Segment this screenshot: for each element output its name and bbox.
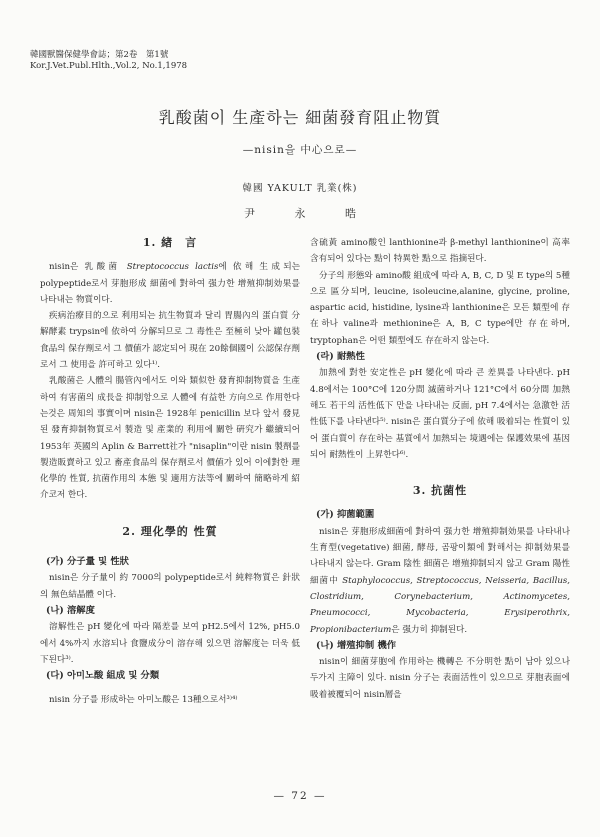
paragraph: 加熱에 對한 安定性은 pH 變化에 따라 큰 差異를 나타낸다. pH 4.8에서는 100°C에 120分間 滅菌하거나 121°C에서 60分間 加熱해도 若干의 活性低下 만을 나타내는 反面, pH 7.4에서는 急激한 活性低下를 나타낸다⁵⁾. nisin은 蛋白質分子에 依해 吸着되는 性質이 있어 蛋白質이 存在하는 基質에서 加熱되는 境遇에는 保護效果에 基因되어 耐熱性이 上昇한다⁶⁾. — [310, 368, 570, 460]
subsection-heading: (나) 增殖抑制 機作 — [316, 639, 397, 651]
left-column — [40, 235, 300, 709]
subsection-heading: (다) 아미노酸 組成 및 分類 — [46, 670, 160, 682]
author-affiliation: 韓國 YAKULT 乳業(株) — [242, 183, 358, 194]
section-heading-antibacterial: 3. 抗菌性 — [412, 484, 468, 498]
paragraph: nisin은 分子量이 約 7000의 polypeptide로서 純粹物質은 針狀의 無色結晶體 이다. — [40, 573, 300, 600]
author-name: 尹 永 晧 — [244, 207, 356, 220]
article-subtitle: —nisin을 中心으로— — [242, 144, 358, 156]
paragraph: 疾病治療目的으로 利用되는 抗生物質과 달리 胃腸內의 蛋白質 分解酵素 trypsin에 依하여 分解되므로 그 毒性은 至極히 낮아 罐包裝食品의 保存劑로서 그 價値가 認定되어 現在 20餘個國이 公認保存劑로서 그 使用을 許可하고 있다¹⁾. — [40, 311, 300, 371]
paragraph: 分子의 形態와 amino酸 組成에 따라 A, B, C, D 및 E type의 5種으로 區分되며, leucine, isoleucine,alanine, glycine, proline, aspartic acid, histidine, lysine과 lanthionine은 모든 類型에 存在하나 valine과 methionine은 A, B, C type에만 存在하며, tryptophan은 어떤 類型에도 存在하지 않는다. — [310, 270, 570, 346]
paragraph: nisin이 細菌芽胞에 作用하는 機轉은 不分明한 點이 남아 있으나 두가지 主障이 있다. nisin 分子는 表面活性이 있으므로 芽胞表面에 吸着被覆되어 nisin層을 — [310, 657, 570, 700]
subsection-heading: (가) 抑菌範圍 — [316, 509, 375, 521]
paragraph: nisin은 乳酸菌 Streptococcus lactis에 依해 生成되는 polypeptide로서 芽胞形成 細菌에 對하여 强力한 增殖抑制効果를 나타내는 物質이다. — [40, 262, 301, 305]
subsection-heading: (라) 耐熱性 — [316, 351, 365, 363]
paragraph: 含硫黃 amino酸인 lanthionine과 β-methyl lanthionine이 高率含有되어 있다는 點이 特異한 點으로 指摘된다. — [310, 238, 570, 265]
journal-header — [30, 50, 187, 72]
section-heading-introduction: 1. 緖 言 — [142, 236, 198, 249]
journal-name-korean: 韓國獸醫保健學會誌；第2卷 第1號 — [30, 50, 169, 60]
paragraph: nisin은 芽胞形成細菌에 對하여 强力한 增殖抑制効果를 나타내나 生育型(vegetative) 細菌, 酵母, 곰팡이類에 對해서는 抑制効果를 나타내지 않는다. Gram 陰性 細菌은 增殖抑制되지 않고 Gram 陽性 細菌中 Staphylococcus, Streptococcus, Neisseria, Bacillus, Clostridium, Corynebacterium, Actinomycetes, Pneumococci, Mycobacteria, Erysiperothrix, Propionibacterium은 强力히 抑制된다. — [310, 526, 570, 635]
article-title: 乳酸菌이 生產하는 細菌發育阻止物質 — [158, 108, 442, 127]
paragraph: nisin 分子를 形成하는 아미노酸은 13種으로서³⁾⁴⁾ — [49, 695, 238, 706]
paragraph: 溶解性은 pH 變化에 따라 隔差를 보여 pH2.5에서 12%, pH5.0에서 4%까지 水溶되나 食鹽成分이 溶存해 있으면 溶解度는 더욱 低下된다³⁾. — [40, 622, 300, 665]
journal-citation: Kor.J.Vet.Publ.Hlth.,Vol.2, No.1,1978 — [30, 61, 188, 71]
subsection-heading: (나) 溶解度 — [46, 604, 95, 616]
paragraph: 乳酸菌은 人體의 腸管內에서도 이와 類似한 發育抑制物質을 生產하여 有害菌의 成長을 抑制함으로 人體에 有益한 方向으로 作用한다는것은 周知의 事實이며 nisin은 1928年 penicillin 보다 앞서 發見된 發育抑制物質로서 製造 및 產業的 利用에 關한 硏究가 繼續되어 1953年 英國의 Aplin & Barrett社가 "nisaplin"이란 nisin 製劑를 製造販賣하고 있고 畜產食品의 保存劑로서 價値가 있어 이에對한 理化學的 性質, 抗菌作用의 本態 및 適用方法等에 關하여 簡略하게 紹介코저 한다. — [40, 376, 300, 501]
right-column — [310, 235, 570, 703]
subsection-heading: (가) 分子量 및 性狀 — [46, 556, 129, 568]
page-number: — 72 — — [273, 790, 327, 802]
section-heading-physicochemical: 2. 理化學的 性質 — [122, 524, 218, 538]
